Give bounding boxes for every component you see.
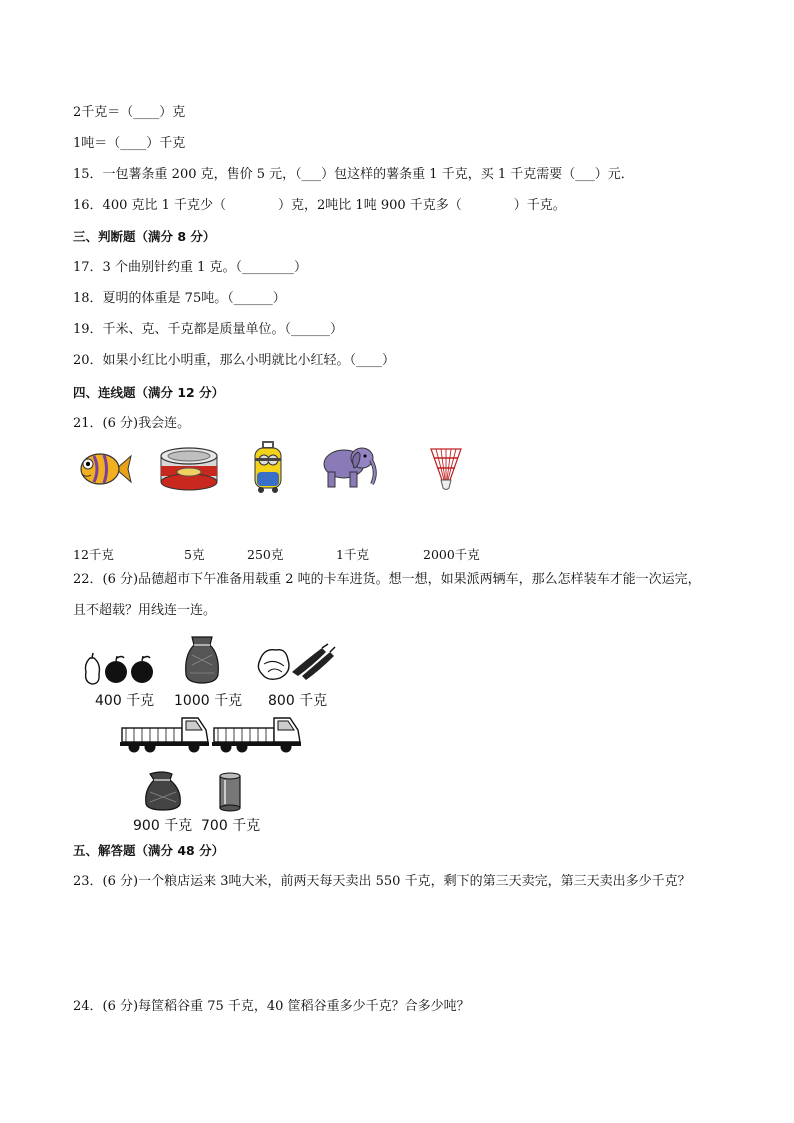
question-20: 20．如果小红比小明重，那么小明就比小红轻。（____） bbox=[73, 353, 396, 368]
sack-icon bbox=[182, 635, 222, 685]
question-24: 24．(6 分)每筐稻谷重 75 千克，40 筐稻谷重多少千克？合多少吨？ bbox=[73, 999, 470, 1014]
line-1: 2千克＝（____）克 bbox=[73, 105, 186, 120]
section-3-heading: 三、判断题（满分 8 分） bbox=[73, 229, 216, 244]
section-5-heading: 五、解答题（满分 48 分） bbox=[73, 843, 225, 858]
line-2: 1吨＝（____）千克 bbox=[73, 136, 186, 151]
question-17: 17．3 个曲别针约重 1 克。（________） bbox=[73, 260, 307, 275]
suitcase-icon bbox=[252, 442, 284, 494]
sack-icon bbox=[142, 770, 184, 812]
fruit-icon bbox=[80, 652, 156, 686]
question-19: 19．千米、克、千克都是质量单位。（______） bbox=[73, 322, 344, 337]
question-15: 15．一包薯条重 200 克，售价 5 元，（___）包这样的薯条重 1 千克，买 1 千克需要（___）元． bbox=[73, 167, 634, 182]
fish-icon bbox=[76, 448, 132, 490]
question-21: 21．(6 分)我会连。 bbox=[73, 416, 191, 431]
question-18: 18．夏明的体重是 75吨。（______） bbox=[73, 291, 286, 306]
truck-icon bbox=[212, 716, 302, 754]
question-16: 16．400 克比 1 千克少（ ）克，2吨比 1吨 900 千克多（ ）千克。 bbox=[73, 198, 566, 213]
q21-label-5: 2000千克 bbox=[423, 547, 480, 562]
barrel-icon bbox=[218, 772, 242, 812]
canned-food-icon bbox=[158, 446, 220, 492]
question-22-line-1: 22．(6 分)品德超市下午准备用载重 2 吨的卡车进货。想一想，如果派两辆车，那么怎样装车才能一次运完， bbox=[73, 572, 701, 587]
section-4-heading: 四、连线题（满分 12 分） bbox=[73, 385, 225, 400]
vegetables-icon bbox=[256, 642, 336, 684]
elephant-icon bbox=[320, 442, 380, 490]
q21-label-3: 250克 bbox=[247, 547, 284, 562]
q22-label-3: 800 千克 bbox=[268, 693, 328, 709]
question-22-line-2: 且不超载？用线连一连。 bbox=[73, 603, 217, 618]
q22-label-1: 400 千克 bbox=[95, 693, 155, 709]
q22-label-5: 700 千克 bbox=[201, 818, 261, 834]
shuttlecock-icon bbox=[428, 446, 464, 492]
q21-label-2: 5克 bbox=[184, 547, 205, 562]
q21-label-4: 1千克 bbox=[336, 547, 369, 562]
truck-icon bbox=[120, 716, 210, 754]
q22-label-2: 1000 千克 bbox=[174, 693, 243, 709]
q21-label-1: 12千克 bbox=[73, 547, 114, 562]
question-23: 23．(6 分)一个粮店运来 3吨大米，前两天每天卖出 550 千克，剩下的第三天卖完，第三天卖出多少千克？ bbox=[73, 874, 691, 889]
q22-label-4: 900 千克 bbox=[133, 818, 193, 834]
